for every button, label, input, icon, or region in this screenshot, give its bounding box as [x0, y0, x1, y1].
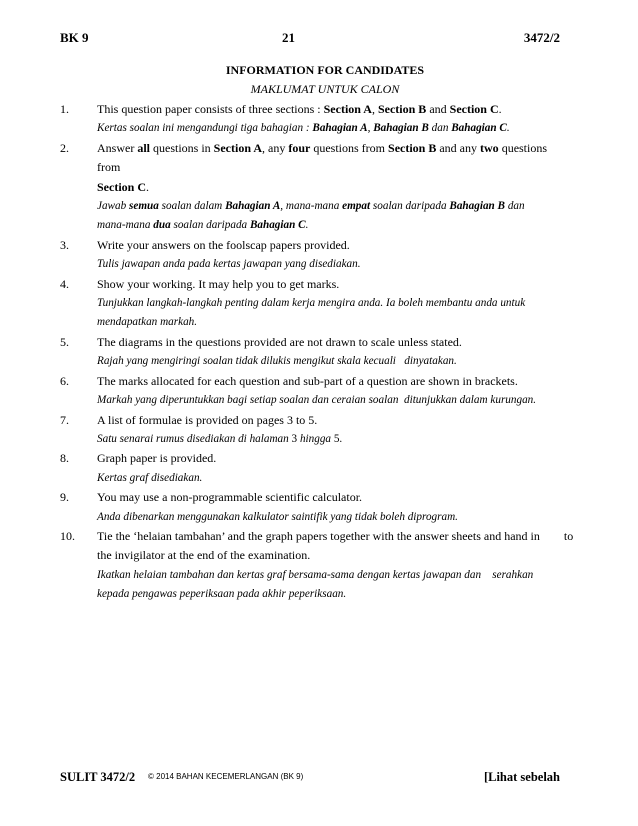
- instruction-english: The diagrams in the questions provided are not drawn to scale unless stated.: [97, 334, 462, 349]
- text-bold: all: [137, 140, 150, 155]
- item-number: 9.: [60, 490, 69, 505]
- text-segment: .: [498, 102, 502, 116]
- instruction-malay: [97, 197, 570, 236]
- text-bold: four: [288, 140, 311, 155]
- instruction-english: The marks allocated for each question and sub-part of a question are shown in brackets.: [97, 373, 518, 388]
- text-segment: ,: [367, 122, 374, 135]
- text-bold: Section B: [377, 102, 427, 116]
- instructions-list: [60, 100, 574, 605]
- item-number: 2.: [60, 140, 69, 155]
- text-line: Tunjukkan langkah-langkah penting dalam kerja mengira anda. Ia boleh membantu anda untuk: [97, 297, 526, 310]
- text-bold: dua: [153, 219, 171, 232]
- item-number: 3.: [60, 237, 69, 252]
- instruction-english: You may use a non-programmable scientific calculator.: [97, 490, 363, 505]
- text-bold: Bahagian B: [449, 200, 506, 213]
- instruction-malay: Anda dibenarkan menggunakan kalkulator saintifik yang tidak boleh diprogram.: [97, 510, 458, 523]
- text-bold: Section A: [323, 102, 372, 116]
- instruction-english: [97, 527, 574, 566]
- text-bold: Bahagian C: [451, 122, 507, 135]
- text-segment: and: [426, 102, 450, 116]
- instruction-malay: [97, 294, 570, 333]
- instruction-malay: [97, 119, 570, 138]
- instruction-malay: [97, 566, 570, 605]
- instruction-malay: Kertas graf disediakan.: [97, 471, 203, 484]
- instruction-malay: [97, 430, 570, 449]
- item-number: 6.: [60, 373, 69, 388]
- text-segment: hingga: [297, 432, 334, 445]
- instruction-english: [97, 139, 570, 197]
- instruction-malay: Rajah yang mengiringi soalan tidak dilukis mengikut skala kecuali dinyatakan.: [97, 355, 457, 368]
- item-number: 8.: [60, 451, 69, 466]
- instruction-item-5: [60, 333, 570, 372]
- paper-code: 3472/2: [523, 30, 560, 45]
- instruction-item-9: [60, 488, 570, 527]
- text-bold: semua: [129, 200, 159, 213]
- instruction-malay: Markah yang diperuntukkan bagi setiap soalan dan ceraian soalan ditunjukkan dalam kurungan.: [97, 394, 537, 407]
- title-english: INFORMATION FOR CANDIDATES: [225, 63, 425, 77]
- item-number: 1.: [60, 102, 69, 116]
- text-bold: Section C: [97, 179, 146, 194]
- rich-line: Jawab semua soalan dalam Bahagian A, mana-mana empat soalan daripada Bahagian B dan: [97, 200, 525, 213]
- text-bold: two: [480, 140, 499, 155]
- footer-copyright: © 2014 BAHAN KECEMERLANGAN (BK 9): [148, 772, 304, 781]
- text-bold: Bahagian A: [312, 122, 368, 135]
- text-segment: Satu senarai rumus disediakan di halaman: [97, 432, 292, 445]
- header-code: BK 9: [60, 30, 89, 45]
- text-line: Tie the ‘helaian tambahan’ and the graph papers together with the answer sheets and hand in to: [97, 528, 574, 543]
- instruction-item-10: [60, 527, 574, 605]
- text-line: mendapatkan markah.: [97, 316, 198, 329]
- text-segment: Kertas soalan ini mengandungi tiga bahagian :: [97, 122, 313, 135]
- text-bold: empat: [342, 200, 371, 213]
- item-number: 7.: [60, 412, 69, 427]
- text-segment: .: [506, 122, 510, 135]
- page-footer: [60, 770, 560, 790]
- text-bold: Bahagian B: [373, 122, 429, 135]
- instruction-english: Write your answers on the foolscap papers provided.: [97, 237, 350, 252]
- text-line: kepada pengawas peperiksaan pada akhir peperiksaan.: [97, 588, 347, 601]
- instruction-item-8: [60, 449, 570, 488]
- page-ref: 5: [333, 432, 340, 445]
- rich-line: mana-mana dua soalan daripada Bahagian C.: [97, 219, 309, 232]
- instruction-english: Graph paper is provided.: [97, 451, 217, 466]
- text-bold: Section B: [388, 140, 437, 155]
- text-bold: Section C: [449, 102, 499, 116]
- footer-sulit: SULIT 3472/2: [60, 770, 136, 784]
- instruction-malay: Tulis jawapan anda pada kertas jawapan yang disediakan.: [97, 258, 361, 271]
- instruction-item-7: [60, 411, 570, 450]
- text-line: Ikatkan helaian tambahan dan kertas graf bersama-sama dengan kertas jawapan dan serahkan: [97, 568, 534, 581]
- text-bold: Section A: [213, 140, 263, 155]
- title-malay: MAKLUMAT UNTUK CALON: [250, 82, 400, 96]
- instruction-english: [97, 100, 570, 119]
- text-segment: .: [339, 432, 343, 445]
- text-segment: dan: [428, 122, 452, 135]
- page-header: [60, 30, 560, 50]
- page-number: 21: [282, 30, 295, 45]
- rich-line: Section C.: [97, 179, 149, 194]
- instruction-item-6: [60, 372, 570, 411]
- instruction-item-4: [60, 275, 570, 333]
- item-number: 5.: [60, 334, 69, 349]
- text-segment: This question paper consists of three sections :: [97, 102, 324, 116]
- instruction-english: Show your working. It may help you to get marks.: [97, 276, 340, 291]
- text-bold: Bahagian A: [225, 200, 281, 213]
- page-ref: 3: [291, 432, 298, 445]
- instruction-english: A list of formulae is provided on pages 3 to 5.: [97, 412, 318, 427]
- instruction-item-3: [60, 236, 570, 275]
- item-number: 4.: [60, 276, 69, 291]
- instruction-item-2: [60, 139, 570, 236]
- text-bold: Bahagian C: [249, 219, 306, 232]
- instruction-item-1: [60, 100, 570, 139]
- footer-turn-over: [Lihat sebelah: [483, 770, 560, 784]
- item-number: 10.: [60, 528, 75, 543]
- text-segment: ,: [371, 102, 378, 116]
- text-line: the invigilator at the end of the examination.: [97, 548, 311, 563]
- rich-line: Answer all questions in Section A, any four questions from Section B and any two questions from: [97, 140, 548, 175]
